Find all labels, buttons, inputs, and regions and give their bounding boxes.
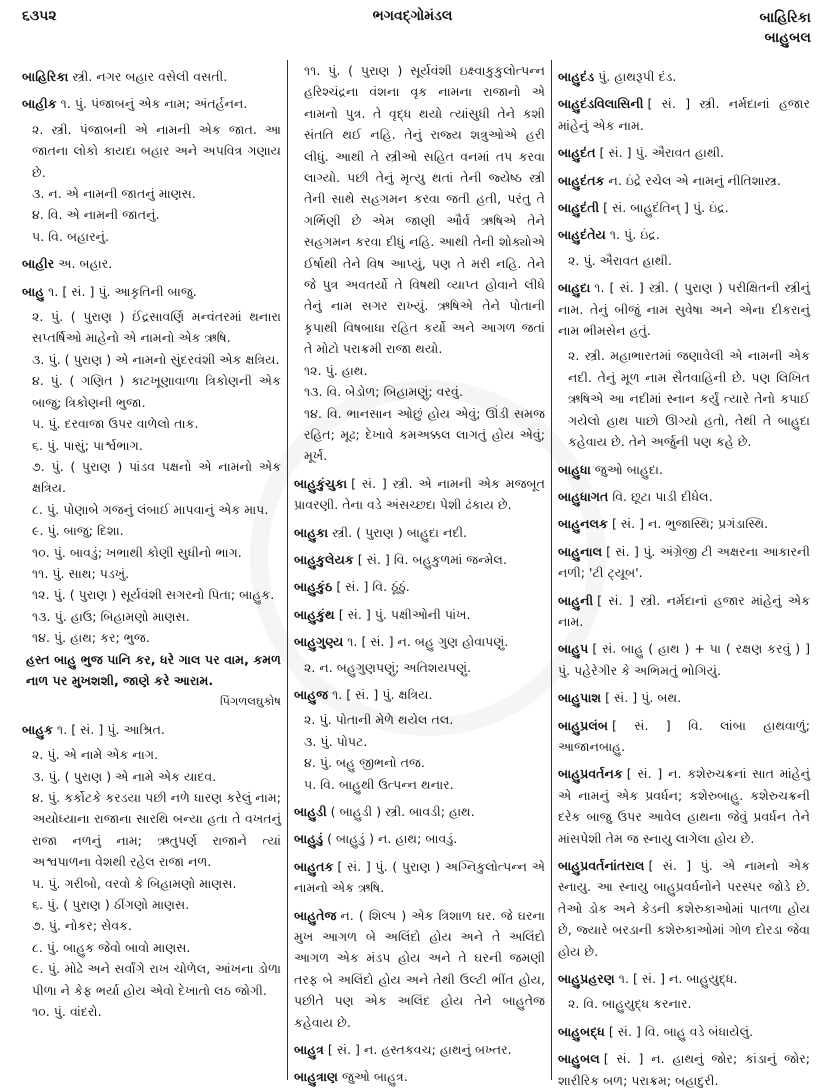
dictionary-entry [558,968,810,989]
headword: બાહુબલ [558,1051,600,1067]
definition-text: ૧. [ સં. ] પું. આકૃતિની બાજુ. [48,283,197,299]
dictionary-entry [294,905,545,1033]
headword: બાહુપ્રવર્તનાંતરાલ [558,858,645,873]
dictionary-entry [558,1021,810,1042]
dictionary-entry [558,541,810,584]
dictionary-entry [22,719,281,740]
definition-text: [ સં. ] વિ. ઠૂંઠું. [336,579,410,595]
dictionary-entry [294,631,545,652]
headword: બાહુદંડવિલાસિની [558,96,644,112]
dictionary-entry [294,684,545,705]
sense-line: ૪. પું. કર્કોટકે કરડયા પછી નળે ધારણ કરેલું નામ; અયોધ્યાના રાજાના સારથિ બન્યા હતા તે વખતનું રાજા નળનું નામ; ઋતુપર્ણ રાજાને ત્યાં અશ્વપાળના વેશથી રહેલ રાજા નળ. [32,790,281,870]
definition-text: ન. ઇંદ્રે રચેલ એ નામનું નીતિશાસ્ત્ર. [608,172,781,188]
definition-text: [ સં. ] ન. કશેરુચક્રનાં સાત માંહેનું એ નામનું એક પ્રવર્ધન; કશેરુબાહુ. કશેરુચક્રની દરેક બાજુ ઉપર આવેલ હાથના જેવું પ્રવર્ધન તેને માંસપેશી તેમ જ સ્નાયુ લાગેલા હોય છે. [558,766,810,846]
book-title: ભગવદ્ગોમંડલ [372,8,453,24]
dictionary-entry [294,604,545,625]
headword: બાહુનલક [558,516,608,532]
dictionary-entry [294,828,545,849]
headword: બાહુત્રાણ [294,1069,338,1085]
dictionary-entry [558,513,810,534]
dictionary-entry [294,1039,545,1060]
headword: બાહુની [558,592,594,608]
dictionary-entry [558,590,810,633]
headword: બાહુદંડ [558,69,595,84]
headword: બાહુ [22,283,45,299]
column-3 [552,60,816,1088]
definition-text: ૧. પું. ઇંદ્ર. [609,227,660,243]
definition-text: [ સં. ] સ્ત્રી. નર્મદાનાં હજાર માંહેનું એક નામ. [558,96,810,133]
dictionary-entry [22,66,281,87]
definition-text: જુઓ બાહુદા. [594,461,664,477]
guide-word-last: બાહુબલ [764,30,811,46]
definition-text: ૧. [ સં. ] સ્ત્રી. ( પુરાણ ) પરીક્ષિતની સ્ત્રીનું નામ. તેનું બીજું નામ સુવેષા અને એના દીકરાનું નામ ભીમસેન હતું. [558,280,810,339]
sense-line: ૨. સ્ત્રી. મહાભારતમાં જણાવેલી એ નામની એક નદી. તેનું મૂળ નામ સૈતવાહિની છે. પણ લિખિત ઋષિએ આ નદીમાં સ્નાન કર્યું ત્યારે તેનો કપાઈ ગયેલો હાથ પાછો ઊગ્યો હતો, તેથી તે બાહુદા કહેવાય છે. તેને અર્જુની પણ કહે છે. [568,348,810,450]
dictionary-entry [22,281,281,302]
definition-text: ૧. [ સં. ] પું. ક્ષત્રિય. [332,686,433,702]
definition-text: ૧. [ સં. ] ન. બહુ ગુણ હોવાપણું. [347,634,509,650]
sense-line: ૨. પું. એ નામે એક નાગ. [32,747,159,763]
dictionary-entry [22,93,281,114]
headword: બાહુદંતેય [558,227,606,243]
sense-line: ૨. પું. પોતાની મેળે થયેલ તલ. [304,712,454,728]
headword: બાહુપ્રહરણ [558,971,615,987]
definition-text: [ સં. ] પું. બથ. [605,690,682,706]
definition-text: [ સં. ] વિ. બહુકુળમાં જન્મેલ. [357,551,507,567]
headword: બાહુકા [294,524,329,540]
definition-text: ૧. [ સં. ] ન. બાહુયુદ્ધ. [618,971,738,987]
quotation: હસ્ત બાહુ ભુજ પાનિ કર, ધરે ગાલ પર વામ, કમળ નાળ પર મુખશશી, જાણે કરે આરામ. [26,651,281,688]
sense-line: ૨. વિ. બાહુયુદ્ધ કરનાર. [568,996,692,1012]
sense-line: ૨. ન. બહુગુણપણું; અતિશયપણું. [304,659,472,675]
sense-line: ૫. વિ. બહારનું. [32,228,110,244]
definition-text: ( બાહુડી ) સ્ત્રી. બાવડી; હાથ. [330,804,475,819]
sense-line: ૬. પું. પાસું; પાર્શ્વભાગ. [32,437,143,453]
headword: બાહુત્ર [294,1042,324,1058]
definition-text: પું. હાથરૂપી દંડ. [598,69,677,84]
sense-line: ૪. વિ. એ નામની જાતનું. [32,207,160,223]
definition-text: સ્ત્રી. ( પુરાણ ) બાહુદા નદી. [332,524,468,540]
sense-line: ૧૩. પું. હાઉ; બિહામણો માણસ. [32,608,190,624]
definition-text: જુઓ બાહુત્ર. [341,1069,408,1085]
definition-text: ન. ( શિલ્પ ) એક ત્રિશાળ ઘર. જે ઘરના મુખ આગળ બે અલિંદો હોય અને તે અલિંદો આગળ એક મંડપ હોય અને તે ઘરની જમણી તરફ બે અલિંદો હોય અને તેથી ઉલ્ટી ભીંત હોય, પછીતે પણ એક અલિંદ હોય તેને બાહુતેજ કહેવાય છે. [294,907,545,1030]
headword: બાહુકુંઠ [294,579,333,595]
definition-text: વિ. છૂટા પાડી દીધેલ. [612,488,713,504]
definition-text: સ્ત્રી. નગર બહાર વસેલી વસતી. [72,69,228,84]
dictionary-entry [294,549,545,570]
dictionary-entry [558,855,810,962]
headword: બાહીક [22,96,57,112]
dictionary-entry [558,224,810,245]
sense-line: ૧૩. વિ. બેડોળ; બિહામણું; વરવું. [304,384,463,400]
dictionary-entry [558,486,810,507]
sense-line: ૧૨. પું. હાથ. [304,362,368,378]
headword: બાહુપ્રલંબ [558,717,608,733]
guide-words [759,8,811,48]
definition-text: [ સં. ] પું. પક્ષીઓની પાંખ. [338,606,471,622]
headword: બાહુદંતી [558,200,600,216]
column-1 [16,60,288,1080]
definition-text: [ સં. ] ન. ભુજાસ્થિ; પ્રગંડાસ્થિ. [611,516,769,532]
definition-text: ( બાહુડું ) ન. હાથ; બાવડું. [327,831,458,847]
sense-line: ૯. પું. બાજુ; દિશા. [32,523,124,539]
headword: બાહુડું [294,831,324,847]
dictionary-entry [558,277,810,341]
dictionary-entry [558,66,810,87]
sense-line: ૮. પું. પોણાબે ગજનું લંબાઈ માપવાનું એક માપ. [32,501,269,517]
definition-text: [ સં. ] પું. એ નામનો એક સ્નાયુ. આ સ્નાયુ બાહુપ્રવર્ધનોને પરસ્પર જોડે છે. તેઓ ડોક અને કેડની કશેરુકાઓમાં પાતળા હોય છે, જ્યારે બરડાની કશેરુકાઓમાં ગોળ દોરડા જેવા હોય છે. [558,858,810,959]
dictionary-entry [558,687,810,708]
sense-line: ૨. સ્ત્રી. પંજાબની એ નામની એક જાત. આ જાતના લોકો કાયદા બહાર અને અપવિત્ર ગણાય છે. [32,121,281,180]
definition-text: ૧. [ સં. ] પું. આશ્રિત. [57,721,165,737]
headword: બાહુડી [294,804,327,819]
dictionary-entry [294,856,545,899]
column-2 [288,60,552,1085]
definition-text: [ સં. ] પું. ઐરાવત હાથી. [599,145,725,161]
definition-text: [ સં. ] વિ. બાહુ વડે બંધાયેલું. [608,1023,754,1039]
dictionary-entry [558,93,810,136]
definition-text: [ સં. ] સ્ત્રી. નર્મદાનાં હજાર માંહેનું એક નામ. [558,592,810,629]
dictionary-entry [558,715,810,758]
sense-line: ૩. ન. એ નામની જાતનું માણસ. [32,186,196,202]
sense-line: ૧૧. પું. સાથ; પડખું. [32,565,130,581]
headword: બાહુદંત [558,145,596,161]
definition-text: [ સં. ] વિ. લાંબા હાથવાળું; આજાનબાહુ. [558,717,810,754]
page-number: ૬૩૫૨ [22,8,57,24]
sense-line: ૫. પું. દરવાજા ઉપર વાળેલો તાક. [32,416,199,432]
headword: બાહુધા [558,461,591,477]
sense-line: ૯. પું. મોઢે અને સર્વાંગે રાખ ચોળેલ, આંખના ડોળા પીળા ને કેફ ભર્યા હોય એવો દેખાતો લઠ જોગી. [32,961,281,998]
sense-line: ૬. પું. ( પુરાણ ) ઠીંગણો માણસ. [32,897,190,913]
guide-word-first: બાહિરિકા [759,10,811,26]
headword: બાહુક [22,721,54,737]
headword: બાહીર [22,256,55,272]
sense-line: ૧૦. પું. વાંદરો. [32,1004,102,1020]
sense-line: ૧૧. પું. ( પુરાણ ) સૂર્યવંશી ઇક્ષ્વાકુકુલોત્પન્ન હરિશ્ચંદ્રના વંશના વૃક નામના રાજાનો એ નામનો પુત્ર. તે વૃદ્ધ થયો ત્યાંસુધી તેને કશી સંતતિ થઈ નહિ. તેનું રાજ્ય શત્રુઓએ હરી લીધું. આથી તે સ્ત્રીઓ સહિત વનમાં તપ કરવા લાગ્યો. પછી તેનું મૃત્યુ થતાં તેની જ્યેષ્ઠ સ્ત્રી તેની સાથે સહગમન કરવા જતી હતી, પરંતુ તે ગર્ભિણી છે એમ જાણી ઔર્વ ઋષિએ તેને સહગમન કરવા દીધું નહિ. આથી તેની શોક્યોએ ઈર્ષાથી તેને વિષ આપ્યું, પણ તે મરી નહિ. તેને જે પુત્ર અવતર્યો તે વિષથી વ્યાપ્ત હોવાને લીધે તેનું નામ સગર રાખ્યું. ઋષિએ તેને પોતાની કૃપાથી વિષબાધા રહિત કર્યો અને આગળ જતાં તે મોટો પરાક્રમી રાજા થયો. [304,63,545,357]
dictionary-entry [558,142,810,163]
dictionary-entry [558,459,810,480]
sense-line: ૧૨. પું. ( પુરાણ ) સૂર્યવંશી સગરનો પિતા; બાહુક. [32,587,275,603]
sense-line: ૭. પું. ( પુરાણ ) પાંડવ પક્ષનો એ નામનો એક ક્ષત્રિય. [32,458,281,496]
headword: બાહુકુંચુકા [294,475,348,491]
dictionary-entry [294,522,545,543]
page-header [0,0,825,58]
dictionary-entry [294,801,545,822]
headword: બાહુપાશ [558,690,602,706]
headword: બાહુનાલ [558,543,603,559]
definition-text: [ સં. ] પું. ( પુરાણ ) અગ્નિકુલોત્પન્ન એ નામનો એક ઋષિ. [294,858,545,896]
dictionary-columns [16,60,816,1088]
dictionary-entry [558,197,810,218]
headword: બાહુકુંથ [294,606,335,622]
definition-text: [ સં. ] સ્ત્રી. એ નામની એક મજબૂત પ્રાવરણી. તેના વડે અંસચ્છદા પેશી ઢંકાય છે. [294,475,545,513]
sense-line: ૨. પું. ઐરાવત હાથી. [568,252,672,268]
definition-text: [ સં. ] પું. અંગ્રેજી ટી અક્ષરના આકારની નળી; 'ટી ટ્યૂબ'. [558,543,810,581]
headword: બાહુબદ્ધ [558,1023,605,1039]
headword: બાહુકુલેયક [294,551,354,567]
dictionary-entry [22,253,281,274]
sense-line: ૩. પું. પોપટ. [304,733,368,749]
headword: બાહુજ [294,686,329,702]
definition-text: [ સં. ] ન. હસ્તકવચ; હાથનું બખ્તર. [327,1042,512,1058]
sense-line: ૧૪. પું. હાથ; કર; ભુજ. [32,630,150,646]
dictionary-entry [294,1066,545,1087]
sense-line: ૮. પું. બાહુક જેવો બાવો માણસ. [32,939,191,955]
dictionary-entry [294,473,545,516]
definition-text: ૧. પું. પંજાબનું એક નામ; અંતર્હનન. [60,96,248,112]
sense-line: ૫. વિ. બાહુથી ઉત્પન્ન થનાર. [304,776,454,792]
definition-text: [ સં. ] ન. હાથનું જોર; કાંડાનું જોર; શારીરિક બળ; પરાક્રમ; બહાદુરી. [558,1051,810,1088]
sense-line: ૩. પું. ( પુરાણ ) એ નામનો સુંદરવંશી એક ક્ષત્રિય. [32,351,280,367]
headword: બાહુદા [558,280,591,296]
headword: બાહુતેજ [294,907,337,923]
sense-line: ૫. પું. ગરીબો, વરવો કે બિહામણો માણસ. [32,875,237,891]
headword: બાહુગુણ્ય [294,634,344,650]
headword: બાહુતક [294,858,334,874]
sense-line: ૧૪. વિ. ભાનસાન ઓછું હોય એવું; ઊંડી સમજ રહિત; મૂઢ; દેખાવે કમઅક્કલ લાગતું હોય એવું; મૂર્ખ. [304,405,545,464]
sense-line: ૭. પું. નોકર; સેવક. [32,918,133,934]
definition-text: અ. બહાર. [58,256,113,272]
dictionary-entry [558,170,810,191]
sense-line: ૪. પું. ( ગણિત ) કાટખૂણાવાળા ત્રિકોણની એક બાજુ; ત્રિકોણની ભુજા. [32,373,281,410]
sense-line: ૨. પું. ( પુરાણ ) ઈંદ્રસાવર્ણિ મન્વંતરમાં થનારા સપ્તર્ષિઓ માહેનો એ નામનો એક ઋષિ. [32,309,281,346]
headword: બાહુધાગત [558,488,609,504]
sense-line: ૪. પું. બહુ જીભનો તજ. [304,755,425,771]
definition-text: [ સં. બાહુ ( હાથ ) + પા ( રક્ષણ કરવું ) ] પું. પહેરેગીર કે અભિમતું ભોગિયું. [558,641,810,678]
dictionary-entry [558,638,810,681]
citation-source: પિંગળલઘુકોષ [219,694,281,709]
dictionary-entry [294,576,545,597]
sense-line: ૩. પું. ( પુરાણ ) એ નામે એક યાદવ. [32,768,217,784]
sense-line: ૧૦. પું. બાવડું; ખભાથી કોણી સુધીનો ભાગ. [32,544,242,560]
headword: બાહુપ્રવર્તનક [558,766,623,782]
headword: બાહિરિકા [22,69,69,84]
headword: બાહુપ [558,641,589,657]
definition-text: [ સં. બાહુદંતિન્ ] પું. ઇંદ્ર. [603,200,729,216]
headword: બાહુદંતક [558,172,605,188]
dictionary-entry [558,1048,810,1091]
dictionary-entry [558,763,810,849]
